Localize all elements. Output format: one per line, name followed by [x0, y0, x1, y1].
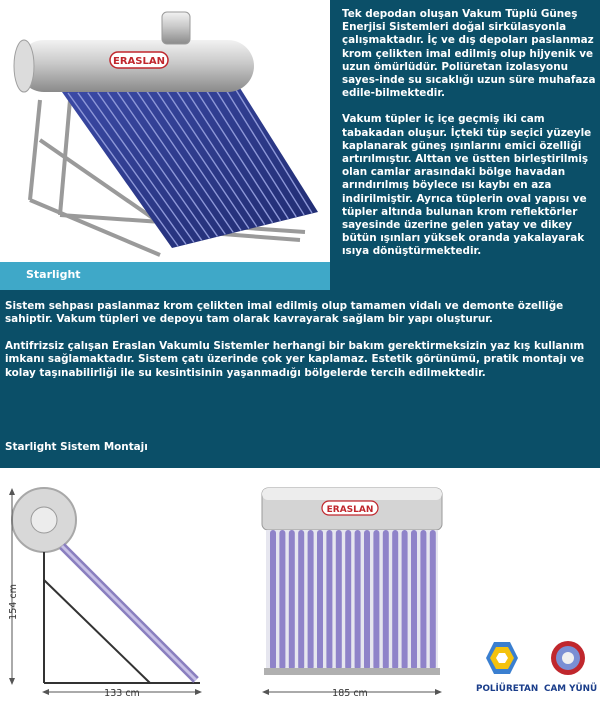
- paragraph: Vakum tüpler iç içe geçmiş iki cam tabakadan oluşur. İçteki tüp seçici yüzeyle kaplanarak güneş ışınlarını emici özelliği artırılmıştır. Alttan ve üstten birleştirilmiş olan camlar arasındaki bölge havadan arındırılmış böylece ısı kaybı en aza indirilmiştir. Ayrıca tüplerin oval yapısı ve tüpler altında bulunan krom reflektörler sayesinde üzerine gelen yatay ve dikey bütün ışınları yüksek oranda yakalayarak ısıya dönüştürmektedir.: [342, 113, 592, 258]
- front-vacuum-tube: [402, 530, 408, 670]
- product-caption: Starlight: [26, 268, 81, 281]
- front-vacuum-tube: [336, 530, 342, 670]
- width-label: 185 cm: [332, 688, 368, 699]
- front-vacuum-tube: [317, 530, 323, 670]
- front-view-drawing: [262, 488, 442, 699]
- tank-logo: ERASLAN: [113, 56, 165, 67]
- solar-heater-photo: [0, 0, 330, 262]
- product-photo: [0, 0, 330, 262]
- front-vacuum-tube: [270, 530, 276, 670]
- front-vacuum-tube: [420, 530, 426, 670]
- description-right: [342, 8, 598, 272]
- polyurethane-hexagon-icon: [486, 642, 518, 674]
- front-vacuum-tube: [298, 530, 304, 670]
- assembly-title: Starlight Sistem Montajı: [5, 441, 148, 453]
- front-vacuum-tube: [373, 530, 379, 670]
- paragraph: Tek depodan oluşan Vakum Tüplü Güneş Enerjisi Sistemleri doğal sirkülasyonla çalışmaktadır. İç ve dış depoları paslanmaz krom çelikten imal edilmiş olup hijyenik ve uzun ömürlüdür. Poliüretan izolasyonu sayes-inde su sıcaklığı uzun süre muhafaza edile-bilmektedir.: [342, 8, 596, 100]
- paragraph: Sistem sehpası paslanmaz krom çelikten imal edilmiş olup tamamen vidalı ve demonte özelliğe sahiptir. Vakum tüpleri ve depoyu tam olarak kavrayarak sağlam bir yapı oluşturur.: [5, 300, 564, 326]
- front-vacuum-tube: [345, 530, 351, 670]
- depth-label: 133 cm: [104, 688, 140, 699]
- front-vacuum-tube: [289, 530, 295, 670]
- badge-label-glass-wool: CAM YÜNÜ: [544, 684, 598, 694]
- front-vacuum-tube: [279, 530, 285, 670]
- front-vacuum-tube: [308, 530, 314, 670]
- assembly-diagram: [0, 468, 600, 716]
- front-vacuum-tube: [326, 530, 332, 670]
- front-vacuum-tube: [364, 530, 370, 670]
- front-logo: ERASLAN: [326, 505, 374, 515]
- side-view-drawing: [8, 488, 202, 699]
- glass-wool-icon: [551, 641, 585, 675]
- height-label: 154 cm: [8, 584, 19, 620]
- product-caption-bar: [0, 262, 330, 290]
- front-vacuum-tube: [411, 530, 417, 670]
- front-vacuum-tube: [430, 530, 436, 670]
- description-lower: [5, 300, 597, 393]
- front-vacuum-tube: [392, 530, 398, 670]
- badge-label-polyurethane: POLİÜRETAN: [476, 684, 539, 694]
- front-vacuum-tube: [383, 530, 389, 670]
- paragraph: Antifrizsiz çalışan Eraslan Vakumlu Sistemler herhangi bir bakım gerektirmeksizin yaz kış kullanım imkanı sağlamaktadır. Sistem çatı üzerinde çok yer kaplamaz. Estetik görünümü, pratik montajı ve kolay taşınabilirliği ile su kesintisinin yaşanmadığı bölgelerde tercih edilmektedir.: [5, 339, 585, 379]
- dimension-drawings: [0, 468, 600, 716]
- front-vacuum-tube: [355, 530, 361, 670]
